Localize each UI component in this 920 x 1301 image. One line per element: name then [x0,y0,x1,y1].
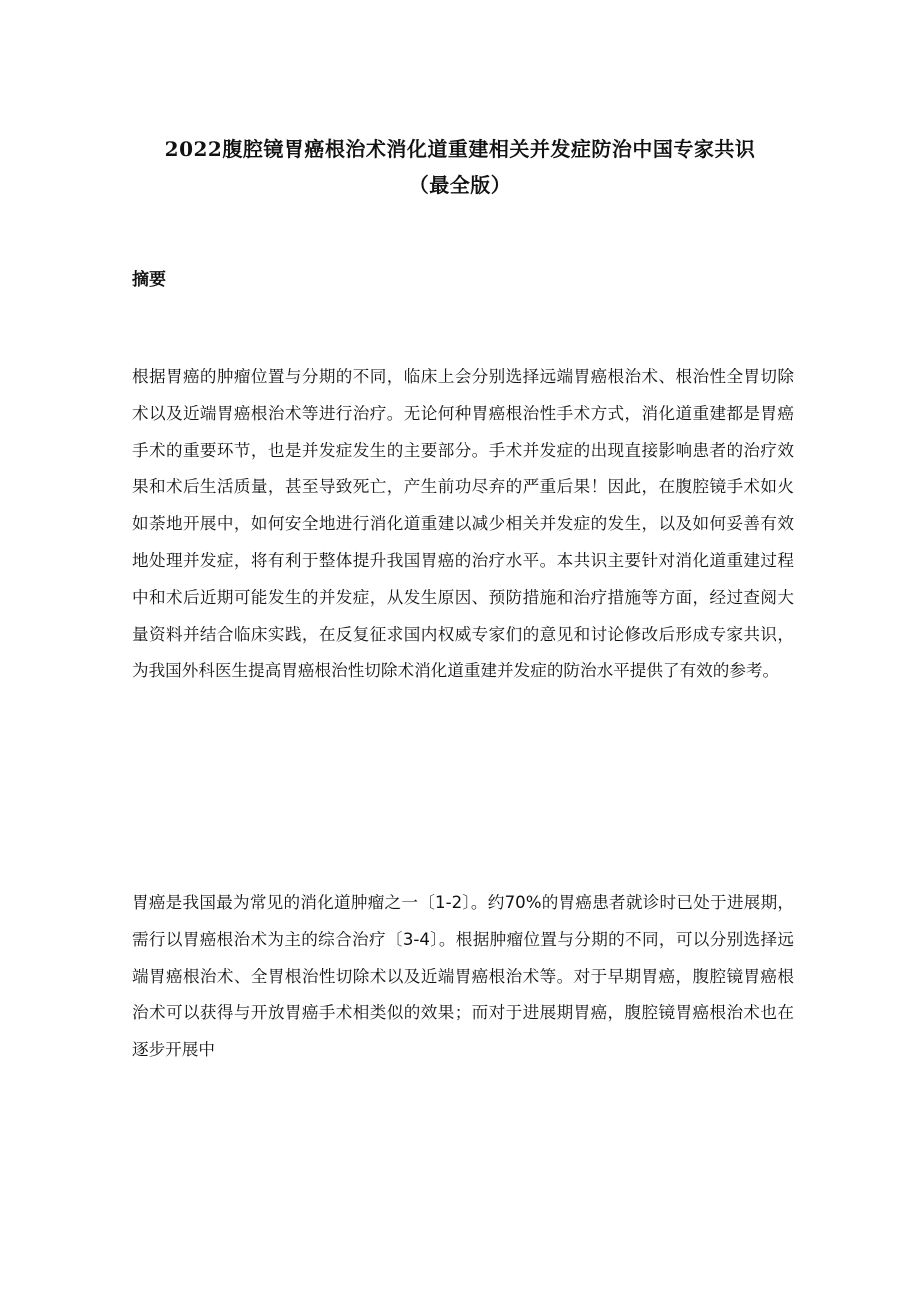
intro-paragraph: 胃癌是我国最为常见的消化道肿瘤之一〔1-2〕。约70%的胃癌患者就诊时已处于进展期，需行以胃癌根治术为主的综合治疗〔3-4〕。根据肿瘤位置与分期的不同，可以分别选择远端胃癌根治术、全胃根治性切除术以及近端胃癌根治术等。对于早期胃癌，腹腔镜胃癌根治术可以获得与开放胃癌手术相类似的效果；而对于进展期胃癌，腹腔镜胃癌根治术也在逐步开展中 [132,893,794,1060]
section-heading-abstract: 摘要 [132,270,166,290]
document-title: 2022腹腔镜胃癌根治术消化道重建相关并发症防治中国专家共识 [164,137,756,162]
document-subtitle: （最全版） [408,173,512,197]
abstract-paragraph: 根据胃癌的肿瘤位置与分期的不同，临床上会分别选择远端胃癌根治术、根治性全胃切除术以及近端胃癌根治术等进行治疗。无论何种胃癌根治性手术方式，消化道重建都是胃癌手术的重要环节，也是并发症发生的主要部分。手术并发症的出现直接影响患者的治疗效果和术后生活质量，甚至导致死亡，产生前功尽弃的严重后果！因此，在腹腔镜手术如火如荼地开展中，如何安全地进行消化道重建以减少相关并发症的发生，以及如何妥善有效地处理并发症，将有利于整体提升我国胃癌的治疗水平。本共识主要针对消化道重建过程中和术后近期可能发生的并发症，从发生原因、预防措施和治疗措施等方面，经过查阅大量资料并结合临床实践，在反复征求国内权威专家们的意见和讨论修改后形成专家共识，为我国外科医生提高胃癌根治性切除术消化道重建并发症的防治水平提供了有效的参考。 [132,367,794,681]
